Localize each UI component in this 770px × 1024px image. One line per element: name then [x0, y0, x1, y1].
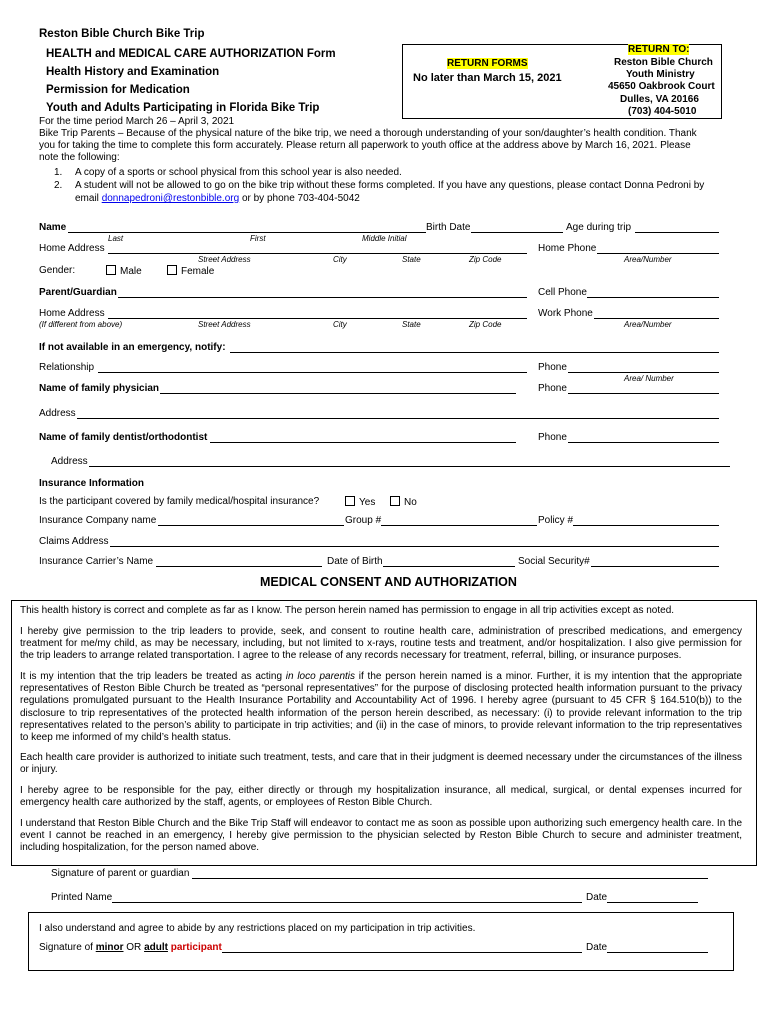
female-checkbox[interactable]: [167, 265, 214, 277]
male-checkbox[interactable]: [106, 265, 142, 277]
dob-label: Date of Birth: [327, 556, 383, 567]
consent-para-4: Each health care provider is authorized to initiate such treatment, tests, and care that in their judgment is deemed necessary under the circumstances of the illness or injury.: [20, 752, 742, 776]
age-label: Age during trip: [566, 222, 632, 233]
parent-signature-label: Signature of parent or guardian: [51, 868, 190, 879]
parent-guardian-field[interactable]: [118, 297, 527, 298]
physician-phone-label: Phone: [538, 383, 567, 394]
ssn-field[interactable]: [591, 566, 719, 567]
return-address-2: Youth Ministry: [626, 69, 695, 80]
return-address-5: (703) 404-5010: [628, 106, 697, 117]
consent-para-2: I hereby give permission to the trip leaders to provide, seek, and consent to routine health care, administration of prescribed medications, and emergency treatment for me/my child, as may be necessary, including, but not limited to x-rays, routine tests and treatment, and/or hospitalization. I also give permission for the trip leaders to arrange related transportation. I agree to the release of any records necessary for treatment, referral, billing, or insurance purposes.: [20, 626, 742, 662]
area-number-hint-2: Area/Number: [624, 320, 672, 329]
consent-box: [11, 600, 757, 866]
item-2-number: 2.: [54, 180, 63, 191]
or-word: OR: [123, 942, 145, 953]
dentist-address-field[interactable]: [89, 466, 730, 467]
checkbox-icon: [106, 265, 116, 275]
checkbox-icon: [345, 496, 355, 506]
item-2-text: A student will not be allowed to go on the bike trip without these forms completed. If you have any questions, please contact Donna Pedroni by: [75, 180, 705, 191]
insurance-heading: Insurance Information: [39, 478, 145, 489]
area-number-hint-3: Area/ Number: [624, 374, 674, 383]
gender-label: Gender:: [39, 265, 76, 276]
last-name-hint: Last: [108, 234, 124, 243]
agree-text: I also understand and agree to abide by any restrictions placed on my participation in trip activities.: [39, 923, 476, 934]
consent-para-3a: It is my intention that the trip leaders be treated as acting: [20, 671, 286, 682]
printed-name-label: Printed Name: [51, 892, 113, 903]
church-title: Reston Bible Church Bike Trip: [39, 28, 205, 40]
dob-field[interactable]: [383, 566, 515, 567]
insurance-company-field[interactable]: [158, 525, 344, 526]
checkbox-icon: [390, 496, 400, 506]
physician-field[interactable]: [160, 393, 516, 394]
return-forms-label: RETURN FORMS: [447, 58, 528, 69]
work-phone-field[interactable]: [594, 318, 719, 319]
header-line-2: Health History and Examination: [46, 66, 220, 78]
insurance-yes-checkbox[interactable]: [345, 496, 375, 508]
email-link[interactable]: donnapedroni@restonbible.org: [101, 193, 240, 204]
consent-para-5: I hereby agree to be responsible for the pay, either directly or through my hospitalization insurance, all medical, surgical, or dental expenses incurred for emergency health care authorized by the staff, agents, or employees of Reston Bible Church.: [20, 785, 742, 809]
phone-suffix: or by phone 703-404-5042: [239, 193, 360, 204]
home-phone-label: Home Phone: [538, 243, 597, 254]
carrier-name-label: Insurance Carrier’s Name: [39, 556, 154, 567]
deadline-text: No later than March 15, 2021: [413, 72, 562, 84]
birth-date-label: Birth Date: [426, 222, 471, 233]
participant-signature-field[interactable]: [222, 952, 582, 953]
return-address-3: 45650 Oakbrook Court: [608, 81, 715, 92]
no-label: No: [404, 497, 417, 508]
return-address-4: Dulles, VA 20166: [620, 94, 699, 105]
home-phone-field[interactable]: [597, 253, 719, 254]
ssn-label: Social Security#: [518, 556, 590, 567]
group-field[interactable]: [381, 525, 537, 526]
claims-address-label: Claims Address: [39, 536, 109, 547]
printed-name-field[interactable]: [112, 902, 582, 903]
insurance-company-label: Insurance Company name: [39, 515, 157, 526]
consent-para-1: This health history is correct and complete as far as I know. The person herein named has permission to engage in all trip activities except as noted.: [20, 605, 675, 616]
emergency-phone-label: Phone: [538, 362, 567, 373]
consent-para-6: I understand that Reston Bible Church and the Bike Trip Staff will endeavor to contact me as soon as possible upon authorizing such emergency health care. In the event I cannot be reached in an emergency, I hereby give permission to the physician selected by Reston Bible Church to secure and administer treatment, including hospitalization, for the person named above.: [20, 818, 742, 854]
cell-phone-field[interactable]: [587, 297, 719, 298]
female-label: Female: [181, 266, 215, 277]
adult-word: adult: [144, 942, 168, 953]
dentist-phone-label: Phone: [538, 432, 567, 443]
area-number-hint: Area/Number: [624, 255, 672, 264]
cell-phone-label: Cell Phone: [538, 287, 587, 298]
policy-label: Policy #: [538, 515, 574, 526]
email-prefix: email: [75, 193, 102, 204]
birth-date-field[interactable]: [471, 232, 563, 233]
form-title: HEALTH and MEDICAL CARE AUTHORIZATION Form: [46, 48, 336, 60]
physician-phone-field[interactable]: [568, 393, 719, 394]
return-to-label: RETURN TO:: [628, 44, 690, 55]
date-label: Date: [586, 892, 608, 903]
relationship-label: Relationship: [39, 362, 95, 373]
physician-address-field[interactable]: [77, 418, 719, 419]
physician-address-label: Address: [39, 408, 76, 419]
parent-home-address-field[interactable]: [108, 318, 527, 319]
if-different-hint: (If different from above): [39, 320, 123, 329]
emergency-field[interactable]: [230, 352, 719, 353]
parent-guardian-label: Parent/Guardian: [39, 287, 117, 298]
home-address-label: Home Address: [39, 243, 105, 254]
dentist-field[interactable]: [210, 442, 516, 443]
intro-para-line-3: note the following:: [39, 152, 120, 163]
date-field[interactable]: [607, 902, 698, 903]
physician-label: Name of family physician: [39, 383, 160, 394]
name-label: Name: [39, 222, 67, 233]
checkbox-icon: [167, 265, 177, 275]
relationship-field[interactable]: [98, 372, 527, 373]
participant-word: participant: [167, 942, 222, 953]
work-phone-label: Work Phone: [538, 308, 593, 319]
carrier-name-field[interactable]: [156, 566, 322, 567]
consent-para-3: [20, 671, 742, 744]
item-1-number: 1.: [54, 167, 63, 178]
claims-address-field[interactable]: [110, 546, 719, 547]
consent-para-3b: if the person herein named is a minor. Further, it is my intention that the appropriate representatives of Reston Bible Church be treated as “personal representatives” for the purpose of disclosing protected health information pursuant to the privacy regulations promulgated pursuant to the Health Insurance Portability and Accountability Act of 1996. I hereby agree (pursuant to 45 CFR § 164.510(b)) to the disclosure to trip representatives of the protected health information of the person herein described, as necessary: (i) to provide relevant information to the trip representatives related to the person’s ability to participate in trip activities; and (ii) in the case of minors, to provide relevant information to the trip representatives to keep me informed of my child’s health status.: [20, 671, 743, 744]
middle-initial-hint: Middle Initial: [362, 234, 407, 243]
parent-signature-field[interactable]: [192, 878, 708, 879]
item-1-text: A copy of a sports or school physical from this school year is also needed.: [75, 167, 402, 178]
header-line-3: Permission for Medication: [46, 84, 190, 96]
dentist-label: Name of family dentist/orthodontist: [39, 432, 208, 443]
return-address-1: Reston Bible Church: [614, 57, 713, 68]
participant-signature-label: [39, 942, 222, 953]
header-line-4: Youth and Adults Participating in Florida Bike Trip: [46, 102, 320, 114]
state-hint-2: State: [402, 320, 421, 329]
time-period: For the time period March 26 – April 3, 2021: [39, 116, 235, 127]
intro-para-line-2: you for taking the time to complete this form accurately. Please return all paperwork to youth office at the address above by March 16, 2021. Please: [39, 140, 691, 151]
dentist-phone-field[interactable]: [568, 442, 719, 443]
yes-label: Yes: [359, 497, 376, 508]
street-hint: Street Address: [198, 255, 251, 264]
consent-heading: MEDICAL CONSENT AND AUTHORIZATION: [260, 575, 517, 589]
state-hint: State: [402, 255, 421, 264]
first-name-hint: First: [250, 234, 266, 243]
group-label: Group #: [345, 515, 382, 526]
loco-parentis: in loco parentis: [285, 671, 356, 682]
emergency-phone-field[interactable]: [568, 372, 719, 373]
street-hint-2: Street Address: [198, 320, 251, 329]
male-label: Male: [120, 266, 142, 277]
minor-word: minor: [95, 942, 124, 953]
city-hint: City: [333, 255, 347, 264]
date-field-2[interactable]: [607, 952, 708, 953]
city-hint-2: City: [333, 320, 347, 329]
home-address-field[interactable]: [108, 253, 527, 254]
item-2-contact: [75, 193, 360, 204]
sig-prefix: Signature of: [39, 942, 96, 953]
dentist-address-label: Address: [51, 456, 88, 467]
name-field[interactable]: [68, 232, 426, 233]
insurance-question: Is the participant covered by family medical/hospital insurance?: [39, 496, 320, 507]
parent-home-address-label: Home Address: [39, 308, 105, 319]
date-label-2: Date: [586, 942, 608, 953]
zip-hint-2: Zip Code: [469, 320, 502, 329]
age-field[interactable]: [635, 232, 719, 233]
zip-hint: Zip Code: [469, 255, 502, 264]
emergency-label: If not available in an emergency, notify:: [39, 342, 226, 353]
insurance-no-checkbox[interactable]: [390, 496, 417, 508]
intro-para-line-1: Bike Trip Parents – Because of the physical nature of the bike trip, we need a thorough understanding of your son/daughter’s health condition. Thank: [39, 128, 697, 139]
policy-field[interactable]: [573, 525, 719, 526]
